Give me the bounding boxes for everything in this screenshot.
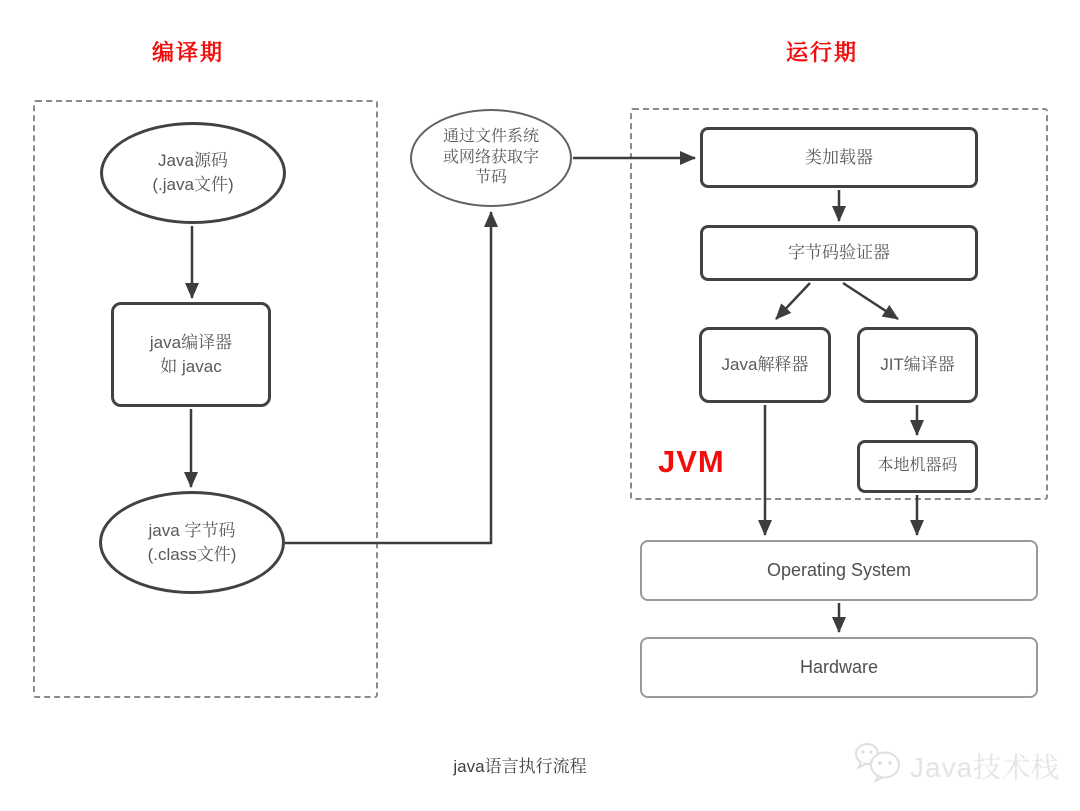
node-java-source <box>100 122 286 224</box>
node-fetch-bytecode <box>410 109 572 207</box>
node-fetch-bytecode-line1: 通过文件系统 <box>442 127 539 145</box>
node-java-compiler <box>111 302 271 407</box>
node-bytecode-verifier-label: 字节码验证器 <box>788 243 890 263</box>
wechat-chat-bubbles-icon <box>852 740 904 791</box>
node-hardware <box>640 637 1038 698</box>
watermark <box>852 740 1060 791</box>
node-operating-system-label: Operating System <box>766 559 912 580</box>
node-java-bytecode-line1: java 字节码 <box>148 520 236 540</box>
node-fetch-bytecode-line3: 节码 <box>474 169 507 187</box>
node-java-source-line1: Java源码 <box>158 151 228 171</box>
jvm-label: JVM <box>658 444 725 479</box>
node-native-code <box>857 440 978 493</box>
compile-phase-title: 编译期 <box>151 40 224 65</box>
watermark-brand: Java技术栈 <box>910 751 1061 783</box>
node-java-bytecode-line2: (.class文件) <box>147 544 237 564</box>
node-java-bytecode <box>99 491 285 594</box>
node-operating-system <box>640 540 1038 601</box>
node-java-interpreter <box>699 327 831 403</box>
node-class-loader <box>700 127 978 188</box>
node-native-code-label: 本地机器码 <box>877 457 958 475</box>
node-java-source-line2: (.java文件) <box>152 175 234 194</box>
runtime-phase-title: 运行期 <box>785 40 858 65</box>
node-fetch-bytecode-line2: 或网络获取字 <box>442 148 539 166</box>
node-java-interpreter-label: Java解释器 <box>721 355 809 375</box>
node-jit-compiler-label: JIT编译器 <box>880 355 955 375</box>
node-java-compiler-line2: 如 javac <box>160 356 222 376</box>
node-bytecode-verifier <box>700 225 978 281</box>
node-hardware-label: Hardware <box>799 656 879 677</box>
node-java-compiler-line1: java编译器 <box>149 332 233 352</box>
node-class-loader-label: 类加载器 <box>805 147 873 167</box>
node-jit-compiler <box>857 327 978 403</box>
diagram-caption: java语言执行流程 <box>453 757 587 776</box>
